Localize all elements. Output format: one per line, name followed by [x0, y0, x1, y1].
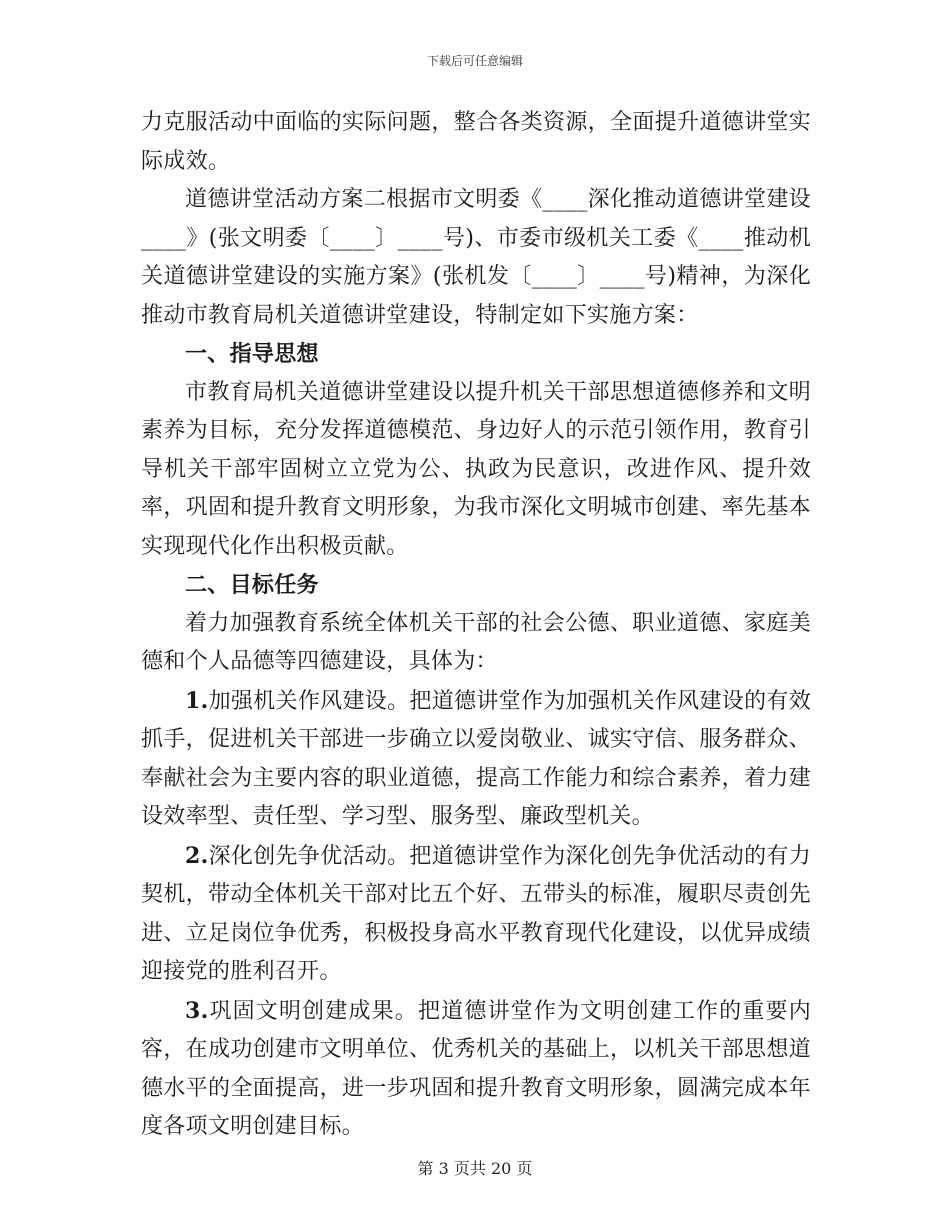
list-number: 2. — [185, 842, 209, 869]
list-item-1 — [141, 682, 811, 837]
page-footer: 第 3 页共 20 页 — [417, 1159, 533, 1178]
paragraph-continuation: 力克服活动中面临的实际问题，整合各类资源，全面提升道德讲堂实际成效。 — [141, 110, 811, 174]
paragraph-goals-intro: 着力加强教育系统全体机关干部的社会公德、职业道德、家庭美德和个人品德等四德建设，具体为： — [141, 610, 811, 674]
paragraph-plan-intro: 道德讲堂活动方案二根据市文明委《____深化推动道德讲堂建设____》(张文明委〔____〕____号)、市委市级机关工委《____推动机关道德讲堂建设的实施方案》(张机发〔____〕____号)精神，为深化推动市教育局机关道德讲堂建设，特制定如下实施方案： — [141, 187, 811, 328]
list-number: 3. — [185, 997, 209, 1024]
paragraph-guiding-ideology: 市教育局机关道德讲堂建设以提升机关干部思想道德修养和文明素养为目标，充分发挥道德模范、身边好人的示范引领作用，教育引导机关干部牢固树立立党为公、执政为民意识，改进作风、提升效率，巩固和提升教育文明形象，为我市深化文明城市创建、率先基本实现现代化作出积极贡献。 — [141, 379, 811, 559]
list-item-text: 巩固文明创建成果。把道德讲堂作为文明创建工作的重要内容，在成功创建市文明单位、优秀机关的基础上，以机关干部思想道德水平的全面提高，进一步巩固和提升教育文明形象，圆满完成本年度各项文明创建目标。 — [141, 998, 811, 1139]
section-heading-goals-tasks: 二、目标任务 — [185, 572, 319, 598]
list-item-3 — [141, 992, 811, 1147]
page-header: 下载后可任意编辑 — [426, 54, 523, 68]
list-item-2 — [141, 837, 811, 992]
section-heading-guiding-ideology: 一、指导思想 — [185, 341, 319, 367]
list-item-text: 加强机关作风建设。把道德讲堂作为加强机关作风建设的有效抓手，促进机关干部进一步确立以爱岗敬业、诚实守信、服务群众、奉献社会为主要内容的职业道德，提高工作能力和综合素养，着力建设效率型、责任型、学习型、服务型、廉政型机关。 — [141, 688, 811, 829]
list-item-text: 深化创先争优活动。把道德讲堂作为深化创先争优活动的有力契机，带动全体机关干部对比五个好、五带头的标准，履职尽责创先进、立足岗位争优秀，积极投身高水平教育现代化建设，以优异成绩迎接党的胜利召开。 — [141, 843, 811, 984]
document-body — [141, 104, 811, 1147]
list-number: 1. — [185, 687, 209, 714]
